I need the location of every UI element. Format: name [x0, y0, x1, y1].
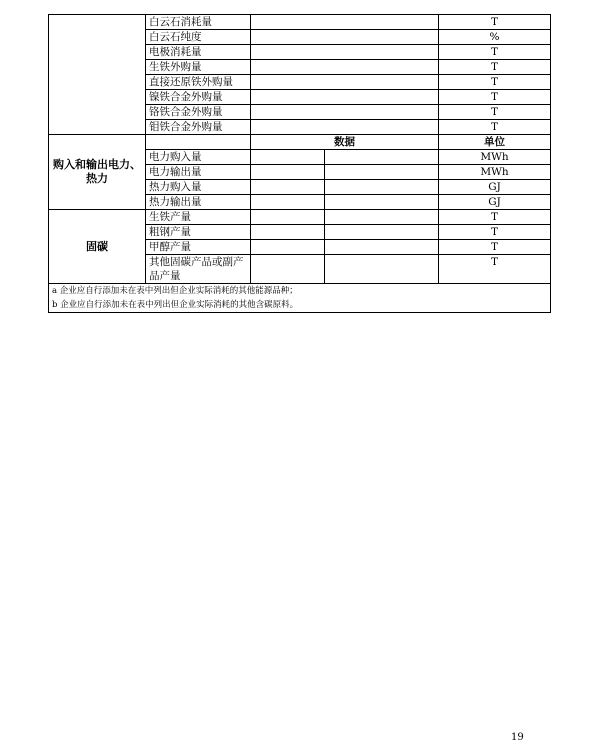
unit-cell: T [439, 255, 551, 284]
data-value-cell[interactable] [251, 225, 325, 240]
column-header-data: 数据 [251, 135, 439, 150]
data-value-cell[interactable] [325, 195, 439, 210]
data-value-cell[interactable] [325, 150, 439, 165]
unit-cell: GJ [439, 180, 551, 195]
data-value-cell[interactable] [251, 15, 439, 30]
data-value-cell[interactable] [251, 195, 325, 210]
item-name: 生铁外购量 [146, 60, 251, 75]
page-number: 19 [511, 732, 524, 743]
data-value-cell[interactable] [251, 180, 325, 195]
item-name: 白云石消耗量 [146, 15, 251, 30]
item-name: 白云石纯度 [146, 30, 251, 45]
unit-cell: T [439, 105, 551, 120]
unit-cell: MWh [439, 165, 551, 180]
item-name: 铬铁合金外购量 [146, 105, 251, 120]
item-name: 甲醇产量 [146, 240, 251, 255]
footnote-a: a 企业应自行添加未在表中列出但企业实际消耗的其他能源品种； [52, 286, 298, 296]
table-row [49, 210, 551, 225]
data-value-cell[interactable] [251, 75, 439, 90]
data-value-cell[interactable] [251, 120, 439, 135]
data-value-cell[interactable] [325, 225, 439, 240]
data-value-cell[interactable] [251, 60, 439, 75]
unit-cell: T [439, 60, 551, 75]
data-value-cell[interactable] [251, 255, 325, 284]
item-name: 生铁产量 [146, 210, 251, 225]
data-value-cell[interactable] [251, 165, 325, 180]
item-name: 热力输出量 [146, 195, 251, 210]
unit-cell: T [439, 225, 551, 240]
unit-cell: GJ [439, 195, 551, 210]
unit-cell: T [439, 75, 551, 90]
data-value-cell[interactable] [251, 45, 439, 60]
data-value-cell[interactable] [325, 240, 439, 255]
category-carbon: 固碳 [49, 210, 146, 284]
item-name: 热力购入量 [146, 180, 251, 195]
data-value-cell[interactable] [325, 165, 439, 180]
unit-cell: % [439, 30, 551, 45]
data-value-cell[interactable] [325, 210, 439, 225]
item-name: 其他固碳产品或副产品产量 [146, 255, 251, 284]
unit-cell: T [439, 120, 551, 135]
data-value-cell[interactable] [251, 240, 325, 255]
data-value-cell[interactable] [251, 90, 439, 105]
column-header-unit: 单位 [439, 135, 551, 150]
data-value-cell[interactable] [251, 150, 325, 165]
unit-cell: T [439, 240, 551, 255]
data-value-cell[interactable] [251, 30, 439, 45]
item-name: 粗钢产量 [146, 225, 251, 240]
notes-row [49, 284, 551, 313]
item-name: 钼铁合金外购量 [146, 120, 251, 135]
item-name: 电极消耗量 [146, 45, 251, 60]
category-energy: 购入和输出电力、热力 [49, 135, 146, 210]
data-value-cell[interactable] [251, 105, 439, 120]
unit-cell: T [439, 45, 551, 60]
category-cell-continued [49, 15, 146, 135]
footnote-b: b 企业应自行添加未在表中列出但企业实际消耗的其他含碳原料。 [52, 300, 299, 310]
item-name: 电力购入量 [146, 150, 251, 165]
item-name: 直接还原铁外购量 [146, 75, 251, 90]
notes-cell [49, 284, 551, 313]
data-value-cell[interactable] [325, 180, 439, 195]
unit-cell: MWh [439, 150, 551, 165]
emissions-data-table [48, 14, 551, 313]
data-value-cell[interactable] [325, 255, 439, 284]
section-header-row [49, 135, 551, 150]
header-item-blank [146, 135, 251, 150]
item-name: 电力输出量 [146, 165, 251, 180]
unit-cell: T [439, 90, 551, 105]
unit-cell: T [439, 210, 551, 225]
data-value-cell[interactable] [251, 210, 325, 225]
unit-cell: T [439, 15, 551, 30]
table-row [49, 15, 551, 30]
item-name: 镍铁合金外购量 [146, 90, 251, 105]
